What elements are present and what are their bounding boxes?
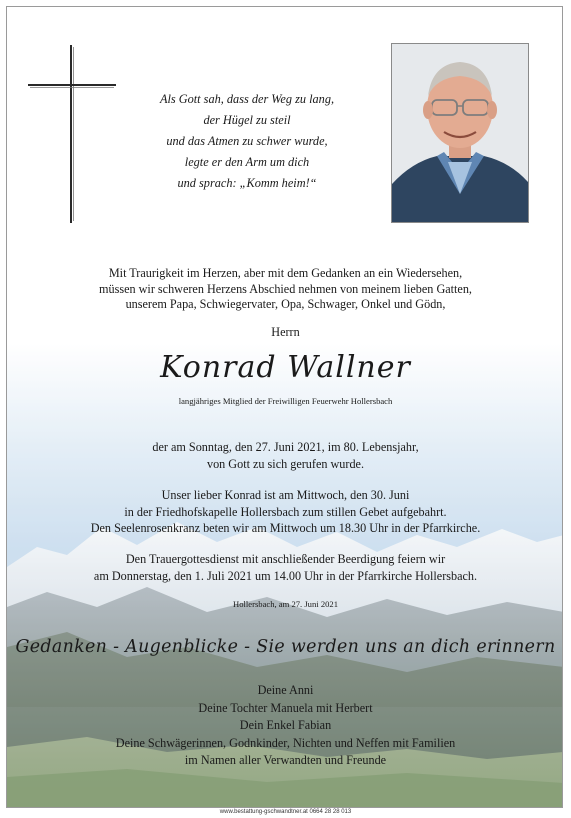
mourner-line: Dein Enkel Fabian: [239, 718, 332, 732]
mourner-line: Deine Tochter Manuela mit Herbert: [198, 700, 373, 715]
intro-line: unserem Papa, Schwiegervater, Opa, Schwager, Onkel und Gödn,: [125, 297, 446, 311]
intro-line: Mit Traurigkeit im Herzen, aber mit dem Gedanken an ein Wiedersehen,: [108, 266, 463, 280]
wake-line: Unser lieber Konrad ist am Mittwoch, den 30. Juni: [161, 488, 410, 502]
place-date: Hollersbach, am 27. Juni 2021: [232, 599, 339, 609]
poem-line: legte er den Arm um dich: [184, 155, 310, 169]
mourner-line: Deine Schwägerinnen, Godnkinder, Nichten und Neffen mit Familien: [115, 735, 456, 750]
parte-card: [6, 6, 563, 808]
memorial-quote: Gedanken - Augenblicke - Sie werden uns an dich erinnern: [15, 637, 556, 657]
poem-line: der Hügel zu steil: [203, 113, 291, 127]
footer-contact: www.bestattung-gschwandtner.at 0664 28 28 013: [219, 809, 352, 815]
cross-icon: [27, 43, 117, 225]
funeral-line: am Donnerstag, den 1. Juli 2021 um 14.00 Uhr in der Pfarrkirche Hollersbach.: [93, 568, 478, 583]
poem-line: und das Atmen zu schwer wurde,: [166, 134, 328, 148]
deceased-name: Konrad Wallner: [160, 350, 411, 385]
portrait-image: [392, 44, 528, 222]
death-notice: [7, 439, 563, 472]
death-line: der am Sonntag, den 27. Juni 2021, im 80. Lebensjahr,: [152, 440, 419, 454]
deceased-title: langjähriges Mitglied der Freiwilligen Feuerwehr Hollersbach: [178, 396, 393, 406]
funeral-line: Den Trauergottesdienst mit anschließender Beerdigung feiern wir: [125, 552, 446, 566]
portrait-photo: [391, 43, 529, 223]
salutation: Herrn: [271, 325, 300, 339]
mourners-list: [7, 682, 563, 770]
funeral-info: [7, 551, 563, 584]
poem-line: und sprach: „Komm heim!“: [177, 176, 317, 190]
mourner-line: Deine Anni: [257, 683, 314, 697]
poem-line: Als Gott sah, dass der Weg zu lang,: [159, 92, 335, 106]
wake-info: [7, 487, 563, 537]
poem: [117, 89, 377, 194]
intro-text: [7, 266, 563, 313]
death-line: von Gott zu sich gerufen wurde.: [206, 456, 365, 471]
wake-line: in der Friedhofskapelle Hollersbach zum stillen Gebet aufgebahrt.: [124, 504, 447, 519]
intro-line: müssen wir schweren Herzens Abschied nehmen von meinem lieben Gatten,: [99, 281, 472, 296]
mourner-line: im Namen aller Verwandten und Freunde: [184, 753, 387, 767]
wake-line: Den Seelenrosenkranz beten wir am Mittwoch um 18.30 Uhr in der Pfarrkirche.: [90, 521, 481, 535]
